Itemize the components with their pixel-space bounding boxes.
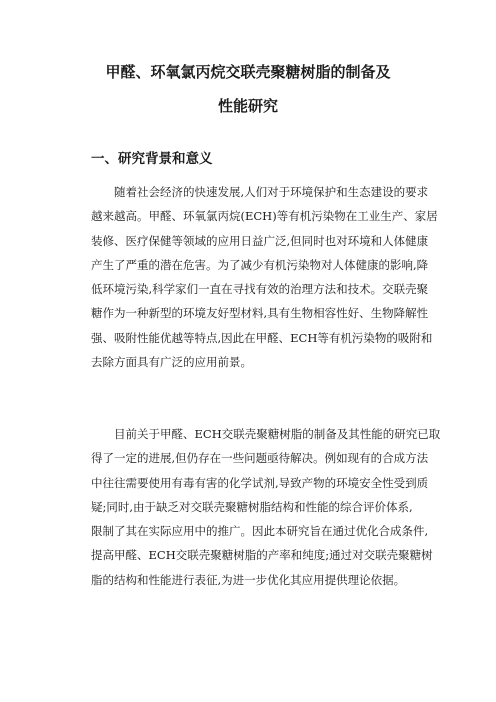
paragraph-line: 提高甲醛、ECH交联壳聚糖树脂的产率和纯度;通过对交联壳聚糖树: [91, 548, 433, 563]
paragraph-line: 脂的结构和性能进行表征,为进一步优化其应用提供理论依据。: [91, 572, 406, 587]
paragraph-line: 得了一定的进展,但仍存在一些问题亟待解决。例如现有的合成方法: [91, 451, 429, 466]
paragraph-line: 限制了其在实际应用中的推广。因此本研究旨在通过优化合成条件,: [91, 524, 429, 539]
paragraph-line: 强、吸附性能优越等特点,因此在甲醛、ECH等有机污染物的吸附和: [91, 330, 433, 345]
paragraph-2: [91, 422, 441, 592]
document-title-line-2: 性能研究: [217, 97, 278, 115]
paragraph-line: 疑;同时,由于缺乏对交联壳聚糖树脂结构和性能的综合评价体系,: [91, 499, 413, 514]
paragraph-1: [91, 180, 438, 374]
paragraph-line: 糖作为一种新型的环境友好型材料,具有生物相容性好、生物降解性: [91, 306, 429, 321]
document-title-line-1: 甲醛、环氧氯丙烷交联壳聚糖树脂的制备及: [105, 63, 391, 81]
paragraph-line: 装修、医疗保健等领域的应用日益广泛,但同时也对环境和人体健康: [91, 233, 429, 248]
paragraph-line: 中往往需要使用有毒有害的化学试剂,导致产物的环境安全性受到质: [91, 475, 429, 490]
paragraph-line: 低环境污染,科学家们一直在寻找有效的治理方法和技术。交联壳聚: [91, 282, 429, 297]
paragraph-line: 目前关于甲醛、ECH交联壳聚糖树脂的制备及其性能的研究已取: [114, 427, 441, 441]
section-heading: 一、研究背景和意义: [91, 151, 213, 167]
paragraph-line: 随着社会经济的快速发展,人们对于环境保护和生态建设的要求: [114, 185, 429, 199]
paragraph-line: 去除方面具有广泛的应用前景。: [91, 355, 252, 370]
paragraph-line: 越来越高。甲醛、环氧氯丙烷(ECH)等有机污染物在工业生产、家居: [91, 209, 438, 224]
paragraph-line: 产生了严重的潜在危害。为了减少有机污染物对人体健康的影响,降: [91, 257, 429, 272]
